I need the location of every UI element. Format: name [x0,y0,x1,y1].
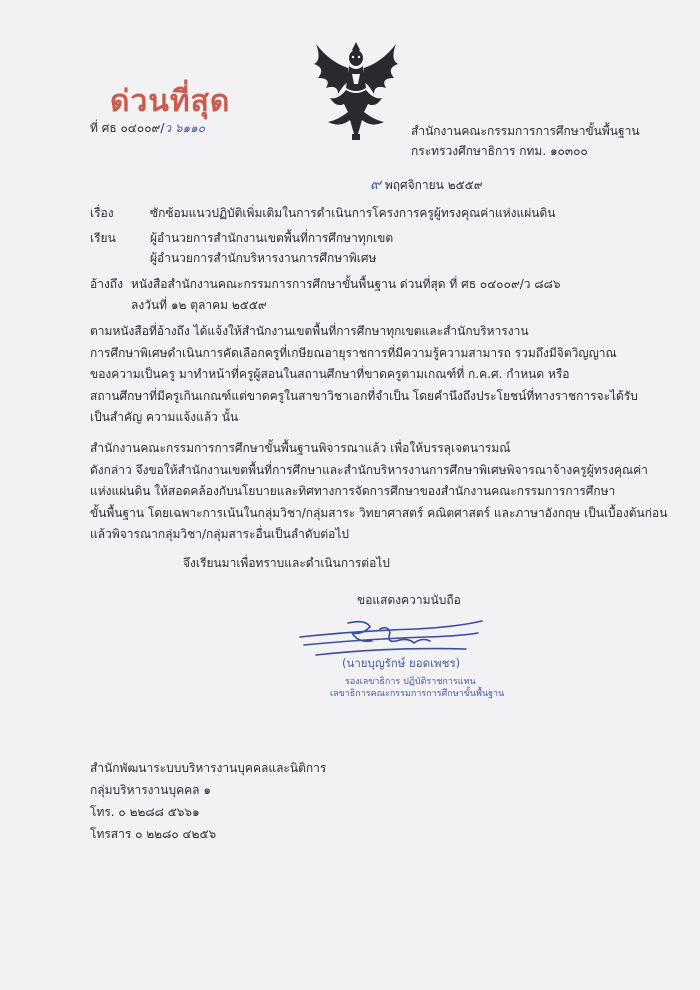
signer-name: (นายบุญรักษ์ ยอดเพชร) [342,656,461,670]
letter-date [370,176,483,193]
paragraph-line: ดังกล่าว จึงขอให้สำนักงานเขตพื้นที่การศึกษาและสำนักบริหารงานการศึกษาพิเศษพิจารณาจ้างครูผู้ทรงคุณค่า [90,462,648,477]
recipient-label: เรียน [90,231,116,245]
paragraph-line: แห่งแผ่นดิน ให้สอดคล้องกับนโยบายและทิศทางการจัดการศึกษาของสำนักงานคณะกรรมการการศึกษา [90,484,616,498]
document-number-handwritten: ว ๖๑๑๐ [164,121,206,135]
sender-address: กระทรวงศึกษาธิการ กทม. ๑๐๓๐๐ [411,144,588,158]
paragraph-line: สำนักงานคณะกรรมการการศึกษาขั้นพื้นฐานพิจารณาแล้ว เพื่อให้บรรลุเจตนารมณ์ [90,441,511,455]
closing-line: จึงเรียนมาเพื่อทราบและดำเนินการต่อไป [183,556,390,570]
subject-label: เรื่อง [90,206,114,220]
urgency-stamp: ด่วนที่สุด [110,84,231,119]
paragraph-line: การศึกษาพิเศษดำเนินการคัดเลือกครูที่เกษียณอายุราชการที่มีความรู้ความสามารถ รวมถึงมีจิตวิญญาณ [90,345,617,360]
paragraph-line: แล้วพิจารณากลุ่มวิชา/กลุ่มสาระอื่นเป็นลำดับต่อไป [90,527,349,541]
recipient-line-1: ผู้อำนวยการสำนักงานเขตพื้นที่การศึกษาทุกเขต [150,231,394,245]
sender-organization: สำนักงานคณะกรรมการการศึกษาขั้นพื้นฐาน [411,124,640,138]
footer-group: กลุ่มบริหารงานบุคคล ๑ [90,783,211,797]
paragraph-line: สถานศึกษาที่มีครูเกินเกณฑ์แต่ขาดครูในสาขาวิชาเอกที่จำเป็น โดยคำนึงถึงประโยชน์ที่ทางราชการจะได้รับ [90,388,638,403]
footer-telephone: โทร. ๐ ๒๒๘๘ ๕๖๖๑ [90,805,200,819]
date-day-handwritten: ๙ [370,175,381,193]
respect-line: ขอแสดงความนับถือ [357,593,461,607]
reference-line-1: หนังสือสำนักงานคณะกรรมการการศึกษาขั้นพื้นฐาน ด่วนที่สุด ที่ ศธ ๐๔๐๐๙/ว ๘๘๖ [131,277,561,291]
signer-position-1: รองเลขาธิการ ปฏิบัติราชการแทน [345,677,476,687]
signer-position-2: เลขาธิการคณะกรรมการการศึกษาขั้นพื้นฐาน [330,689,505,699]
body-paragraph-1 [90,321,645,429]
garuda-emblem-icon [308,38,404,142]
reference-label: อ้างถึง [90,277,123,291]
paragraph-line: ของความเป็นครู มาทำหน้าที่ครูผู้สอนในสถานศึกษาที่ขาดครูตามเกณฑ์ที่ ก.ค.ศ. กำหนด หรือ [90,367,570,381]
paragraph-line: ตามหนังสือที่อ้างถึง ได้แจ้งให้สำนักงานเขตพื้นที่การศึกษาทุกเขตและสำนักบริหารงาน [90,324,529,338]
paragraph-line: เป็นสำคัญ ความแจ้งแล้ว นั้น [90,410,239,424]
recipient-line-2: ผู้อำนวยการสำนักบริหารงานการศึกษาพิเศษ [150,251,377,265]
handwritten-signature [296,615,486,660]
footer-fax: โทรสาร ๐ ๒๒๘๐ ๔๒๕๖ [90,827,217,841]
paragraph-line: ขั้นพื้นฐาน โดยเฉพาะการเน้นในกลุ่มวิชา/กลุ่มสาระ วิทยาศาสตร์ คณิตศาสตร์ และภาษาอังกฤษ เป็นเบื้องต้นก่อน [90,505,668,520]
reference-line-2: ลงวันที่ ๑๒ ตุลาคม ๒๕๕๙ [131,298,267,312]
document-number [90,120,205,136]
date-month-year: พฤศจิกายน ๒๕๕๙ [381,178,483,192]
subject-text: ซักซ้อมแนวปฏิบัติเพิ่มเติมในการดำเนินการโครงการครูผู้ทรงคุณค่าแห่งแผ่นดิน [150,206,556,220]
document-number-printed: ที่ ศธ ๐๔๐๐๙/ [90,121,165,135]
body-paragraph-2 [90,438,668,546]
footer-office: สำนักพัฒนาระบบบริหารงานบุคคลและนิติการ [90,761,327,775]
